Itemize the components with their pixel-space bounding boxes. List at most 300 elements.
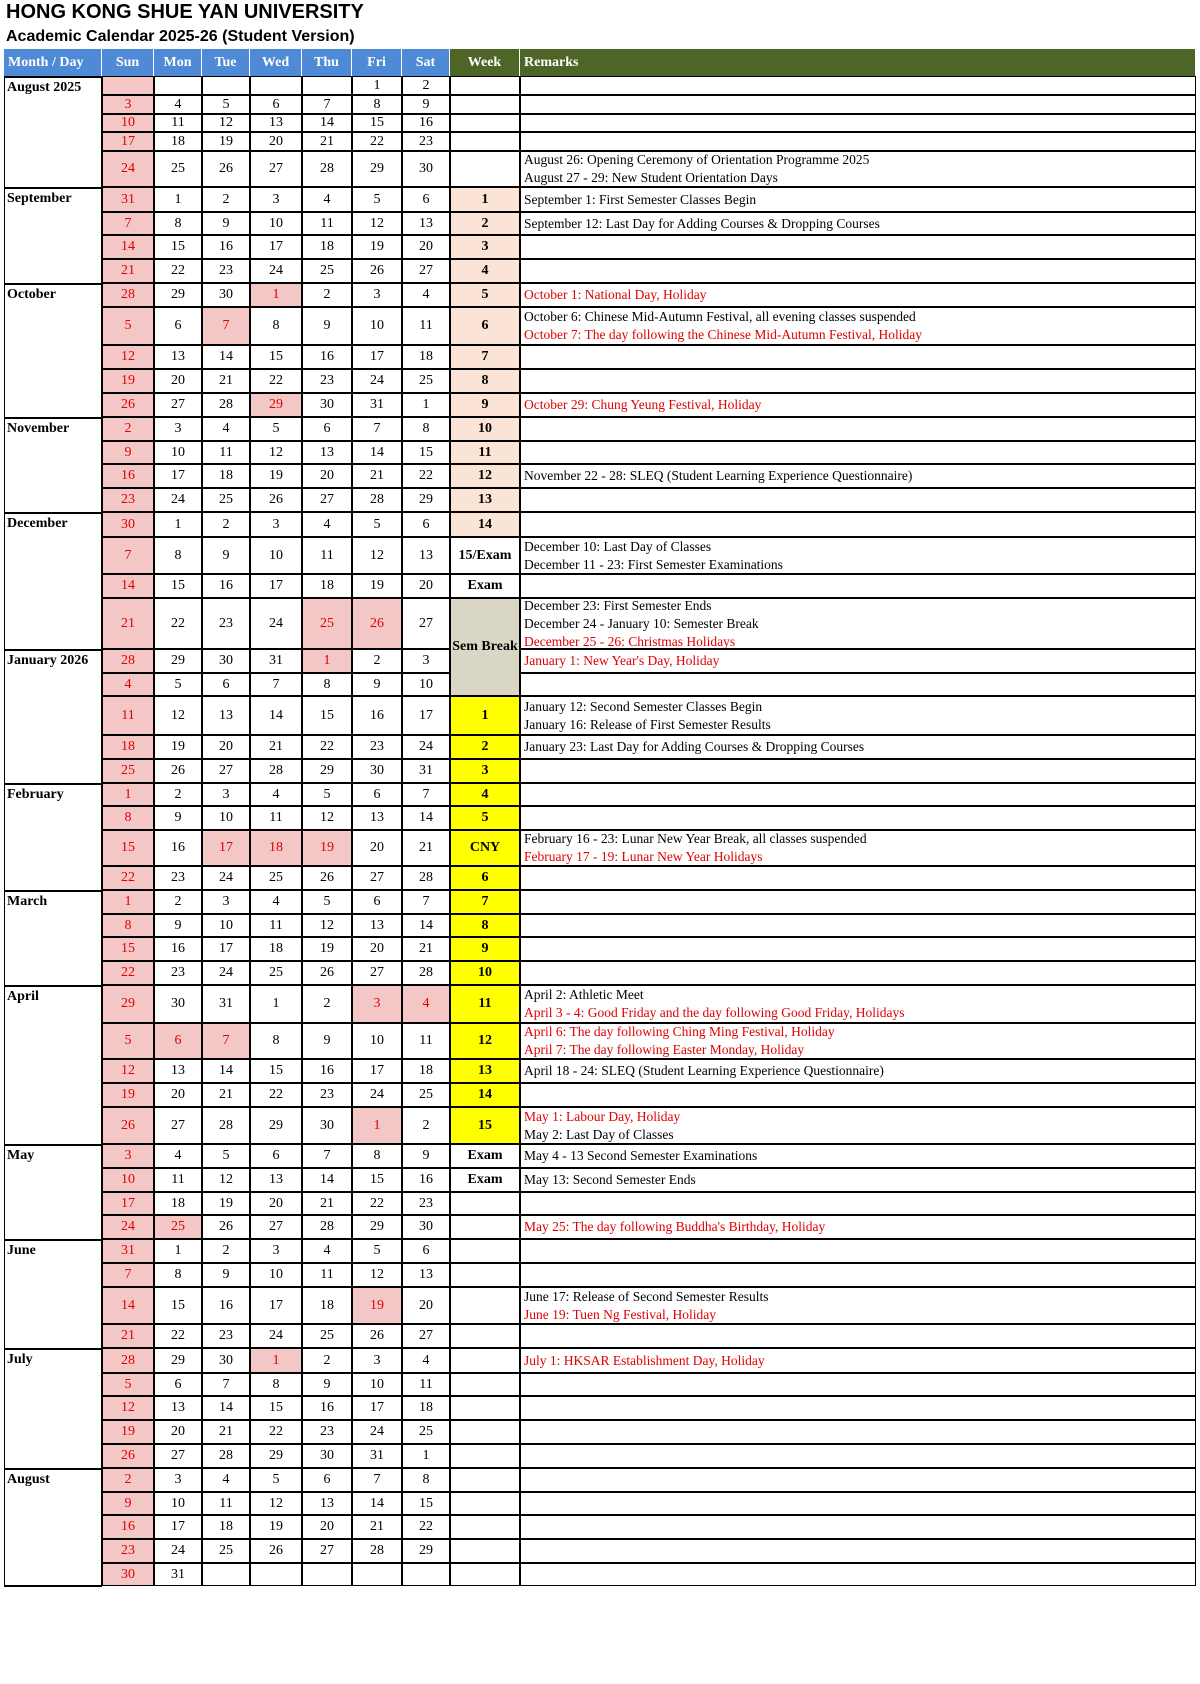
day-cell: 3 (250, 512, 302, 537)
day-cell (352, 1563, 402, 1586)
week-cell: 9 (450, 937, 520, 961)
day-cell: 11 (402, 307, 450, 345)
day-cell: 5 (154, 673, 202, 696)
day-cell: 30 (202, 1348, 250, 1373)
day-cell: 22 (250, 369, 302, 393)
month-label: November (4, 417, 102, 512)
remarks-cell (520, 914, 1196, 937)
day-cell: 13 (202, 696, 250, 735)
day-cell: 25 (402, 1420, 450, 1444)
remarks-cell (520, 574, 1196, 598)
remark-line: February 16 - 23: Lunar New Year Break, all classes suspended (524, 831, 867, 846)
week-cell: 4 (450, 259, 520, 283)
day-cell: 9 (202, 212, 250, 235)
week-cell: 5 (450, 806, 520, 830)
day-cell: 18 (402, 345, 450, 369)
holiday-remark: May 25: The day following Buddha's Birthday, Holiday (524, 1219, 826, 1234)
day-cell: 16 (102, 1515, 154, 1539)
week-cell: 8 (450, 369, 520, 393)
day-cell: 19 (352, 235, 402, 259)
holiday-remark: April 7: The day following Easter Monday, Holiday (524, 1042, 805, 1057)
day-cell: 5 (352, 187, 402, 212)
day-cell: 8 (154, 1263, 202, 1287)
day-cell: 25 (154, 1215, 202, 1239)
day-cell: 30 (202, 283, 250, 307)
day-cell: 16 (402, 114, 450, 132)
day-cell: 11 (202, 441, 250, 464)
day-cell: 1 (352, 76, 402, 95)
day-cell: 19 (352, 574, 402, 598)
week-cell: 12 (450, 1023, 520, 1059)
day-cell: 24 (154, 488, 202, 512)
day-cell: 18 (250, 937, 302, 961)
day-cell: 18 (250, 830, 302, 866)
day-cell: 10 (102, 114, 154, 132)
day-cell: 13 (302, 1492, 352, 1515)
remarks-cell (520, 961, 1196, 985)
academic-calendar-table (4, 49, 1196, 1682)
day-cell: 13 (250, 114, 302, 132)
day-cell: 7 (302, 95, 352, 114)
remark-line: October 6: Chinese Mid-Autumn Festival, all evening classes suspended (524, 309, 916, 324)
header-remarks: Remarks (520, 49, 1196, 76)
day-cell: 9 (402, 95, 450, 114)
day-cell: 17 (202, 830, 250, 866)
remarks-cell (520, 76, 1196, 95)
day-cell: 30 (352, 759, 402, 783)
holiday-remark: April 3 - 4: Good Friday and the day following Good Friday, Holidays (524, 1005, 905, 1020)
day-cell: 10 (202, 914, 250, 937)
week-cell: 6 (450, 307, 520, 345)
holiday-remark: June 19: Tuen Ng Festival, Holiday (524, 1306, 717, 1322)
day-cell: 16 (402, 1168, 450, 1192)
day-cell: 26 (102, 1444, 154, 1468)
day-cell: 19 (202, 1192, 250, 1215)
day-cell: 20 (352, 937, 402, 961)
day-cell: 11 (154, 114, 202, 132)
day-cell: 21 (102, 259, 154, 283)
day-cell: 7 (352, 417, 402, 441)
day-cell: 28 (402, 866, 450, 890)
day-cell: 2 (302, 283, 352, 307)
header-month-day: Month / Day (4, 49, 102, 76)
day-cell: 12 (202, 114, 250, 132)
day-cell: 25 (202, 488, 250, 512)
day-cell: 8 (352, 1144, 402, 1168)
day-cell: 30 (402, 1215, 450, 1239)
day-cell: 26 (250, 488, 302, 512)
remark-line: December 11 - 23: First Semester Examinations (524, 556, 783, 572)
remarks-cell (520, 1539, 1196, 1563)
day-cell: 9 (154, 914, 202, 937)
day-cell: 28 (102, 649, 154, 673)
day-cell: 12 (352, 1263, 402, 1287)
day-cell: 10 (202, 806, 250, 830)
remarks-cell (520, 890, 1196, 914)
day-cell: 18 (202, 1515, 250, 1539)
day-cell: 9 (102, 441, 154, 464)
day-cell: 11 (302, 212, 352, 235)
day-cell: 19 (250, 1515, 302, 1539)
day-cell: 8 (154, 212, 202, 235)
day-cell: 21 (202, 1083, 250, 1107)
day-cell: 15 (352, 114, 402, 132)
day-cell: 2 (102, 1468, 154, 1492)
day-cell: 2 (202, 1239, 250, 1263)
day-cell (250, 76, 302, 95)
day-cell: 21 (352, 464, 402, 488)
day-cell: 16 (202, 574, 250, 598)
day-cell: 27 (154, 1107, 202, 1144)
day-cell: 14 (102, 1287, 154, 1324)
day-cell: 2 (402, 1107, 450, 1144)
week-cell: 4 (450, 783, 520, 806)
week-cell (450, 1287, 520, 1324)
day-cell: 3 (352, 1348, 402, 1373)
day-cell (154, 76, 202, 95)
remark-line: January 12: Second Semester Classes Begin (524, 698, 763, 714)
day-cell: 30 (302, 393, 352, 417)
day-cell: 15 (302, 696, 352, 735)
day-cell: 21 (102, 598, 154, 649)
day-cell: 11 (102, 696, 154, 735)
day-cell: 31 (102, 187, 154, 212)
day-cell: 22 (102, 961, 154, 985)
remarks-cell (520, 1287, 1196, 1324)
day-cell: 22 (352, 132, 402, 151)
header-tue: Tue (202, 49, 250, 76)
day-cell: 19 (102, 1420, 154, 1444)
day-cell: 16 (202, 235, 250, 259)
month-label: August (4, 1468, 102, 1586)
remarks-cell (520, 235, 1196, 259)
remarks-cell (520, 417, 1196, 441)
week-cell (450, 1492, 520, 1515)
day-cell: 1 (402, 1444, 450, 1468)
day-cell: 17 (102, 1192, 154, 1215)
week-cell (450, 1324, 520, 1348)
day-cell: 26 (250, 1539, 302, 1563)
holiday-remark: October 29: Chung Yeung Festival, Holiday (524, 397, 762, 412)
day-cell: 9 (202, 537, 250, 574)
header-wed: Wed (250, 49, 302, 76)
day-cell: 4 (302, 187, 352, 212)
day-cell: 10 (250, 537, 302, 574)
day-cell: 15 (402, 1492, 450, 1515)
header-sun: Sun (102, 49, 154, 76)
day-cell: 5 (102, 1023, 154, 1059)
day-cell: 4 (302, 512, 352, 537)
table-bottom-border (4, 1585, 102, 1587)
day-cell: 18 (202, 464, 250, 488)
remarks-cell (520, 806, 1196, 830)
day-cell: 20 (202, 735, 250, 759)
remark-line: June 17: Release of Second Semester Results (524, 1288, 769, 1304)
day-cell: 26 (102, 1107, 154, 1144)
day-cell: 3 (154, 417, 202, 441)
day-cell: 27 (154, 393, 202, 417)
holiday-remark: April 6: The day following Ching Ming Festival, Holiday (524, 1024, 835, 1039)
day-cell: 4 (102, 673, 154, 696)
day-cell: 22 (302, 735, 352, 759)
day-cell: 28 (352, 1539, 402, 1563)
remarks-cell (520, 537, 1196, 574)
day-cell: 27 (154, 1444, 202, 1468)
remarks-cell (520, 259, 1196, 283)
remarks-cell (520, 830, 1196, 866)
week-cell (450, 1444, 520, 1468)
day-cell (250, 1563, 302, 1586)
week-cell: 13 (450, 488, 520, 512)
day-cell: 23 (302, 369, 352, 393)
day-cell: 31 (402, 759, 450, 783)
remarks-cell (520, 95, 1196, 114)
day-cell: 25 (302, 1324, 352, 1348)
day-cell: 11 (250, 806, 302, 830)
day-cell: 28 (352, 488, 402, 512)
week-cell (450, 1563, 520, 1586)
day-cell: 15 (402, 441, 450, 464)
day-cell: 23 (352, 735, 402, 759)
day-cell: 9 (102, 1492, 154, 1515)
day-cell: 28 (202, 1107, 250, 1144)
day-cell: 31 (352, 393, 402, 417)
remarks-cell (520, 696, 1196, 735)
day-cell: 28 (250, 759, 302, 783)
day-cell: 29 (154, 283, 202, 307)
day-cell: 3 (202, 783, 250, 806)
day-cell: 22 (154, 598, 202, 649)
week-cell (450, 1192, 520, 1215)
week-cell: 12 (450, 464, 520, 488)
remark-line: April 2: Athletic Meet (524, 987, 644, 1002)
day-cell: 6 (154, 1373, 202, 1396)
day-cell: 8 (250, 1023, 302, 1059)
day-cell: 24 (250, 1324, 302, 1348)
day-cell: 20 (352, 830, 402, 866)
week-cell: 7 (450, 345, 520, 369)
day-cell: 27 (352, 866, 402, 890)
day-cell: 22 (102, 866, 154, 890)
day-cell: 1 (302, 649, 352, 673)
remarks-cell (520, 1059, 1196, 1083)
day-cell: 2 (302, 1348, 352, 1373)
day-cell: 21 (352, 1515, 402, 1539)
week-cell: 7 (450, 890, 520, 914)
day-cell: 26 (352, 598, 402, 649)
day-cell: 3 (352, 283, 402, 307)
remarks-cell (520, 1168, 1196, 1192)
day-cell: 28 (302, 151, 352, 187)
day-cell: 13 (250, 1168, 302, 1192)
day-cell: 2 (154, 783, 202, 806)
day-cell: 23 (402, 1192, 450, 1215)
day-cell: 2 (302, 985, 352, 1023)
day-cell: 14 (402, 806, 450, 830)
day-cell: 12 (102, 1396, 154, 1420)
day-cell: 5 (250, 417, 302, 441)
remark-line: August 26: Opening Ceremony of Orientation Programme 2025 (524, 152, 870, 167)
day-cell: 12 (352, 537, 402, 574)
day-cell: 8 (402, 417, 450, 441)
day-cell: 6 (402, 1239, 450, 1263)
day-cell: 15 (154, 235, 202, 259)
day-cell: 8 (102, 914, 154, 937)
day-cell: 1 (102, 890, 154, 914)
day-cell: 20 (250, 1192, 302, 1215)
day-cell: 16 (102, 464, 154, 488)
holiday-remark: October 1: National Day, Holiday (524, 287, 707, 302)
day-cell: 4 (154, 95, 202, 114)
day-cell: 20 (402, 235, 450, 259)
day-cell: 27 (402, 259, 450, 283)
day-cell: 20 (154, 1420, 202, 1444)
day-cell: 21 (102, 1324, 154, 1348)
day-cell: 23 (154, 866, 202, 890)
day-cell: 24 (402, 735, 450, 759)
day-cell: 13 (352, 914, 402, 937)
day-cell: 24 (202, 961, 250, 985)
day-cell: 11 (154, 1168, 202, 1192)
day-cell: 18 (402, 1396, 450, 1420)
month-label: August 2025 (4, 76, 102, 187)
day-cell: 10 (402, 673, 450, 696)
week-cell: Exam (450, 574, 520, 598)
day-cell: 22 (352, 1192, 402, 1215)
week-cell: 3 (450, 235, 520, 259)
day-cell: 20 (302, 464, 352, 488)
day-cell: 19 (302, 937, 352, 961)
remark-line: May 13: Second Semester Ends (524, 1172, 696, 1187)
day-cell: 7 (402, 783, 450, 806)
day-cell: 6 (154, 307, 202, 345)
day-cell: 18 (302, 574, 352, 598)
day-cell: 3 (102, 95, 154, 114)
day-cell: 7 (102, 1263, 154, 1287)
day-cell: 6 (250, 95, 302, 114)
day-cell: 9 (154, 806, 202, 830)
day-cell: 10 (352, 1373, 402, 1396)
day-cell: 7 (202, 307, 250, 345)
day-cell: 13 (302, 441, 352, 464)
remarks-cell (520, 212, 1196, 235)
day-cell: 1 (102, 783, 154, 806)
day-cell: 31 (202, 985, 250, 1023)
holiday-remark: February 17 - 19: Lunar New Year Holidays (524, 849, 763, 864)
day-cell: 7 (402, 890, 450, 914)
day-cell: 2 (154, 890, 202, 914)
day-cell: 29 (352, 1215, 402, 1239)
day-cell: 2 (102, 417, 154, 441)
remarks-cell (520, 114, 1196, 132)
day-cell: 24 (250, 598, 302, 649)
header-sat: Sat (402, 49, 450, 76)
week-cell: 15 (450, 1107, 520, 1144)
day-cell: 30 (402, 151, 450, 187)
day-cell: 23 (302, 1083, 352, 1107)
remarks-cell (520, 759, 1196, 783)
day-cell: 22 (402, 464, 450, 488)
day-cell: 6 (352, 890, 402, 914)
week-cell (450, 151, 520, 187)
day-cell: 31 (102, 1239, 154, 1263)
week-cell: 8 (450, 914, 520, 937)
day-cell (402, 1563, 450, 1586)
day-cell: 6 (352, 783, 402, 806)
day-cell: 3 (402, 649, 450, 673)
day-cell: 10 (352, 1023, 402, 1059)
day-cell: 23 (202, 259, 250, 283)
day-cell: 4 (202, 417, 250, 441)
day-cell: 26 (154, 759, 202, 783)
week-cell (450, 114, 520, 132)
day-cell: 20 (402, 1287, 450, 1324)
day-cell: 27 (352, 961, 402, 985)
day-cell: 12 (250, 441, 302, 464)
day-cell: 5 (202, 95, 250, 114)
day-cell: 4 (154, 1144, 202, 1168)
day-cell: 7 (352, 1468, 402, 1492)
day-cell: 22 (154, 1324, 202, 1348)
remarks-cell (520, 1492, 1196, 1515)
day-cell: 22 (154, 259, 202, 283)
day-cell: 8 (302, 673, 352, 696)
month-label: May (4, 1144, 102, 1239)
day-cell: 25 (302, 259, 352, 283)
week-cell: Sem Break (450, 598, 520, 696)
remarks-cell (520, 132, 1196, 151)
day-cell: 25 (402, 1083, 450, 1107)
day-cell: 18 (154, 132, 202, 151)
day-cell: 4 (402, 985, 450, 1023)
day-cell: 19 (102, 1083, 154, 1107)
day-cell: 3 (102, 1144, 154, 1168)
remarks-cell (520, 1444, 1196, 1468)
day-cell: 14 (352, 1492, 402, 1515)
day-cell: 17 (352, 1059, 402, 1083)
day-cell: 24 (202, 866, 250, 890)
day-cell: 29 (402, 1539, 450, 1563)
week-cell: CNY (450, 830, 520, 866)
week-cell: 15/Exam (450, 537, 520, 574)
day-cell: 6 (302, 417, 352, 441)
day-cell: 23 (202, 598, 250, 649)
day-cell: 21 (302, 1192, 352, 1215)
remarks-cell (520, 735, 1196, 759)
day-cell: 14 (102, 574, 154, 598)
day-cell: 6 (154, 1023, 202, 1059)
week-cell: 3 (450, 759, 520, 783)
week-cell: 2 (450, 212, 520, 235)
day-cell: 6 (302, 1468, 352, 1492)
day-cell: 5 (102, 307, 154, 345)
day-cell: 21 (250, 735, 302, 759)
day-cell: 13 (154, 345, 202, 369)
remarks-cell (520, 673, 1196, 696)
week-cell (450, 76, 520, 95)
day-cell: 10 (352, 307, 402, 345)
day-cell: 14 (302, 1168, 352, 1192)
week-cell (450, 1263, 520, 1287)
day-cell: 13 (154, 1059, 202, 1083)
day-cell: 21 (302, 132, 352, 151)
day-cell: 25 (250, 866, 302, 890)
day-cell: 17 (250, 574, 302, 598)
day-cell: 31 (352, 1444, 402, 1468)
day-cell: 31 (154, 1563, 202, 1586)
day-cell: 2 (402, 76, 450, 95)
day-cell: 30 (202, 649, 250, 673)
